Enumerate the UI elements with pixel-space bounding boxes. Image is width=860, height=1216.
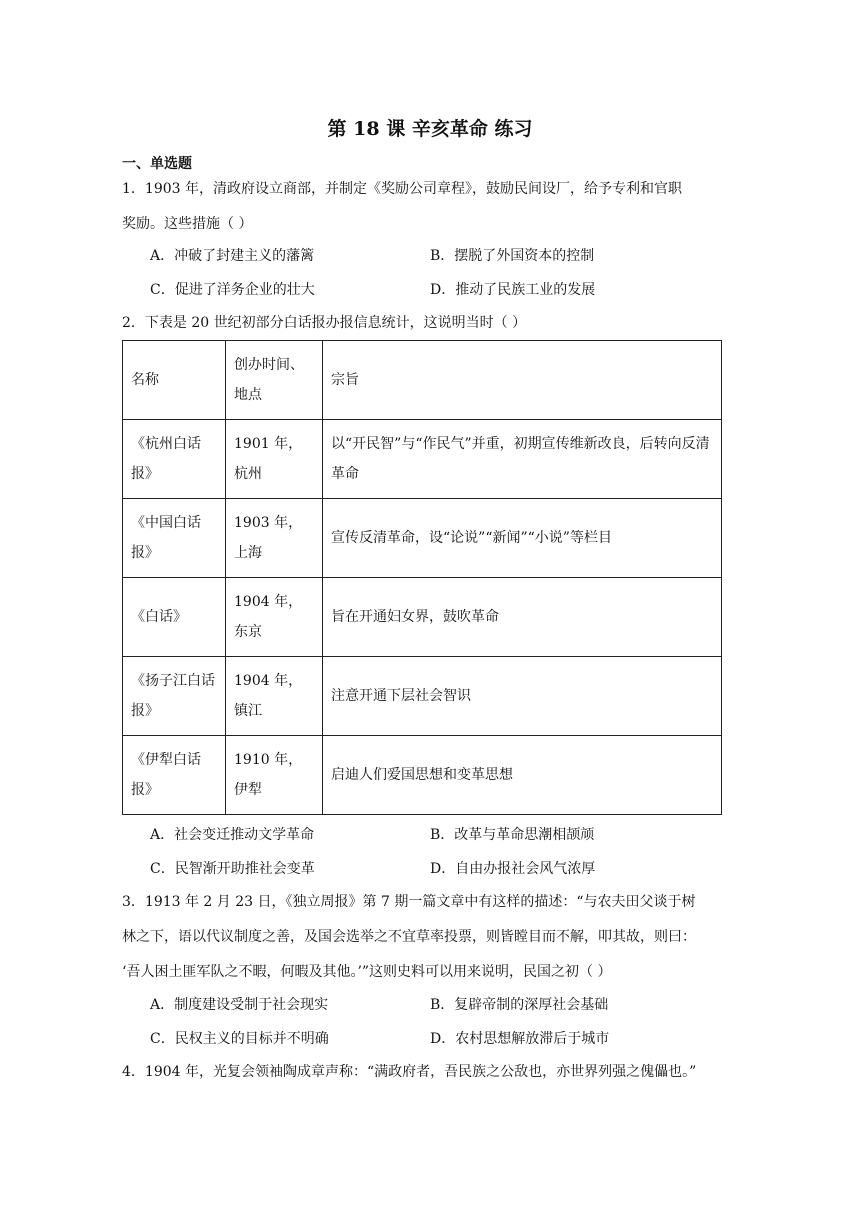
- question-1-line-1: 1．1903 年，清政府设立商部，并制定《奖励公司章程》，鼓励民间设厂，给予专利和官职: [122, 181, 682, 197]
- option-b[interactable]: B．复辟帝制的深厚社会基础: [430, 997, 609, 1013]
- table-header-cell: 宗旨: [323, 341, 722, 420]
- table-header-cell: 名称: [123, 341, 226, 420]
- option-d[interactable]: D．自由办报社会风气浓厚: [430, 861, 596, 877]
- table-row: [123, 499, 722, 578]
- question-2-options: [150, 818, 750, 886]
- question-3-options: [150, 988, 750, 1056]
- table-cell: 1904 年，东京: [226, 578, 323, 657]
- question-1: [122, 172, 732, 242]
- question-1-options: [150, 239, 750, 307]
- table-cell: 《杭州白话报》: [123, 420, 226, 499]
- question-4-line-1: 4．1904 年，光复会领袖陶成章声称：“满政府者，吾民族之公敌也，亦世界列强之傀儡也。”: [122, 1064, 697, 1080]
- question-3-line-3: ‘吾人困土匪军队之不暇，何暇及其他。’”这则史料可以用来说明，民国之初（ ）: [122, 964, 612, 980]
- table-cell: 1903 年，上海: [226, 499, 323, 578]
- table-row: [123, 736, 722, 815]
- option-c[interactable]: C．民权主义的目标并不明确: [150, 1031, 329, 1047]
- question-1-line-2: 奖励。这些措施（ ）: [122, 216, 253, 232]
- table-header-row: [123, 341, 722, 420]
- table-cell: 1910 年，伊犁: [226, 736, 323, 815]
- option-b[interactable]: B．改革与革命思潮相颉颃: [430, 827, 595, 843]
- table-header-cell: 创办时间、地点: [226, 341, 323, 420]
- table-cell: 《白话》: [123, 578, 226, 657]
- question-3-line-1: 3．1913 年 2 月 23 日，《独立周报》第 7 期一篇文章中有这样的描述：“与农夫田父谈于树: [122, 894, 696, 910]
- table-cell: 《伊犁白话报》: [123, 736, 226, 815]
- section-heading: 一、单选题: [122, 156, 192, 172]
- table-row: [123, 657, 722, 736]
- table-row: [123, 420, 722, 499]
- newspaper-table: [122, 340, 722, 815]
- option-a[interactable]: A．冲破了封建主义的藩篱: [150, 248, 315, 264]
- table-cell: 旨在开通妇女界，鼓吹革命: [323, 578, 722, 657]
- question-4: [122, 1055, 732, 1090]
- table-cell: 注意开通下层社会智识: [323, 657, 722, 736]
- table-cell: 宣传反清革命，设“论说”“新闻”“小说”等栏目: [323, 499, 722, 578]
- question-3-line-2: 林之下，语以代议制度之善，及国会选举之不宜草率投票，则皆瞠目而不解，叩其故，则曰：: [122, 929, 696, 945]
- table-cell: 1901 年，杭州: [226, 420, 323, 499]
- option-b[interactable]: B．摆脱了外国资本的控制: [430, 248, 595, 264]
- option-c[interactable]: C．民智渐开助推社会变革: [150, 861, 315, 877]
- table-cell: 1904 年，镇江: [226, 657, 323, 736]
- table-row: [123, 578, 722, 657]
- question-2: [122, 306, 732, 341]
- table-cell: 《扬子江白话报》: [123, 657, 226, 736]
- option-c[interactable]: C．促进了洋务企业的壮大: [150, 282, 315, 298]
- table-cell: 《中国白话报》: [123, 499, 226, 578]
- page-title: 第 18 课 辛亥革命 练习: [327, 118, 533, 140]
- option-d[interactable]: D．农村思想解放滞后于城市: [430, 1031, 610, 1047]
- option-d[interactable]: D．推动了民族工业的发展: [430, 282, 596, 298]
- table-cell: 启迪人们爱国思想和变革思想: [323, 736, 722, 815]
- question-2-stem: 2．下表是 20 世纪初部分白话报办报信息统计，这说明当时（ ）: [122, 315, 527, 331]
- question-3: [122, 885, 732, 990]
- option-a[interactable]: A．制度建设受制于社会现实: [150, 997, 329, 1013]
- table-cell: 以“开民智”与“作民气”并重，初期宣传维新改良，后转向反清革命: [323, 420, 722, 499]
- option-a[interactable]: A．社会变迁推动文学革命: [150, 827, 315, 843]
